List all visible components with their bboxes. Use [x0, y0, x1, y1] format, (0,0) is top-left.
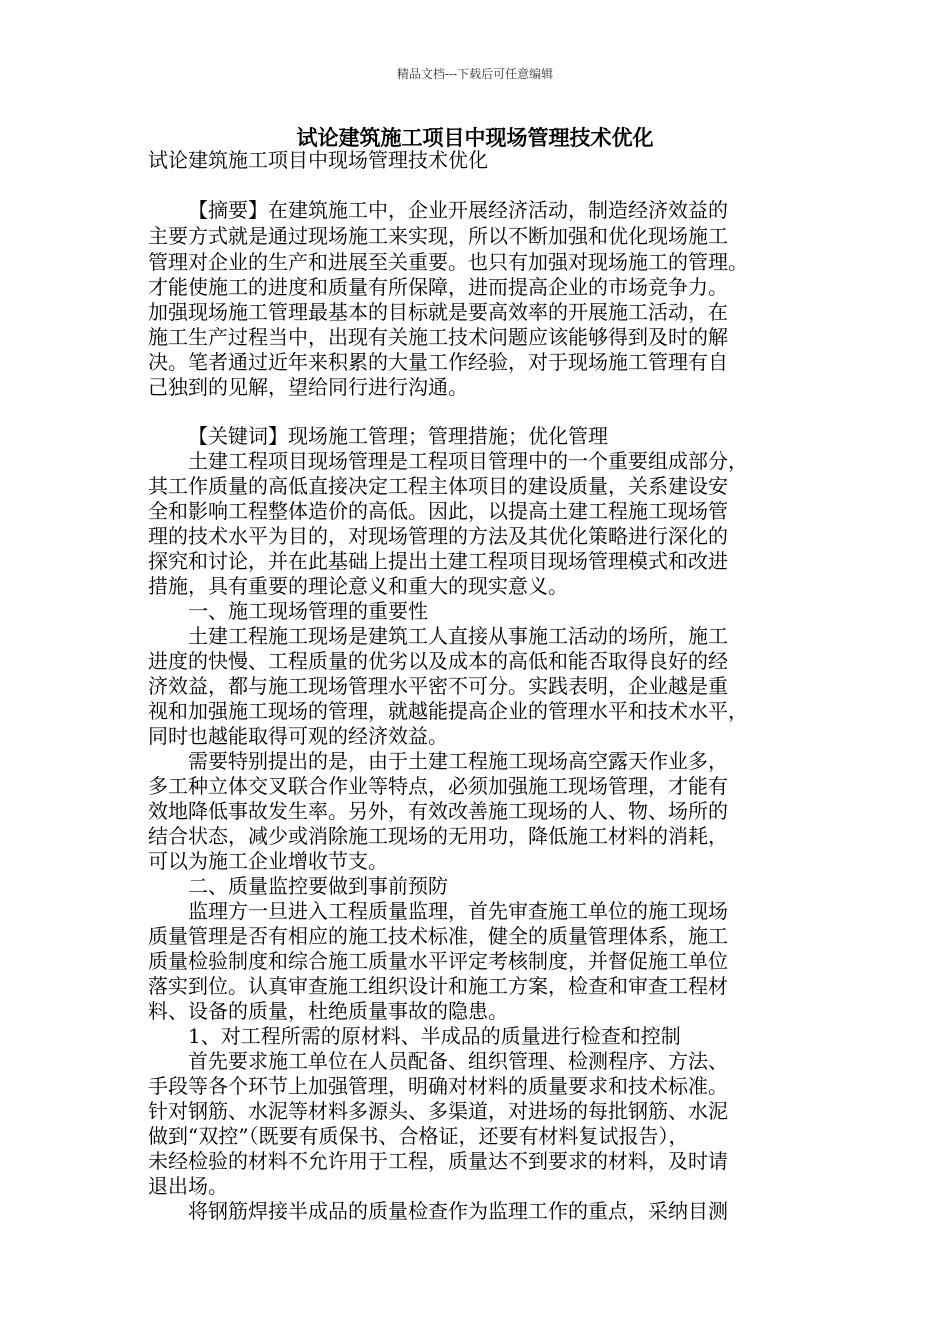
paragraph-line: 做到“双控”（既要有质保书、合格证，还要有材料复试报告）， [148, 1124, 689, 1148]
abstract-line: 【摘要】在建筑施工中，企业开展经济活动，制造经济效益的 [188, 198, 728, 222]
intro-line: 全和影响工程整体造价的高低。因此，以提高土建工程施工现场管 [148, 499, 728, 523]
document-title: 试论建筑施工项目中现场管理技术优化 [296, 125, 654, 150]
abstract-line: 主要方式就是通过现场施工来实现，所以不断加强和优化现场施工 [148, 224, 728, 248]
subsection-heading: 1、对工程所需的原材料、半成品的质量进行检查和控制 [188, 1024, 681, 1048]
paragraph-line: 效地降低事故发生率。另外，有效改善施工现场的人、物、场所的 [148, 799, 728, 823]
paragraph-line: 将钢筋焊接半成品的质量检查作为监理工作的重点，采纳目测 [188, 1199, 728, 1223]
paragraph-line: 可以为施工企业增收节支。 [148, 849, 388, 873]
abstract-line: 决。笔者通过近年来积累的大量工作经验，对于现场施工管理有自 [148, 350, 728, 374]
intro-line: 土建工程项目现场管理是工程项目管理中的一个重要组成部分， [188, 449, 748, 473]
paragraph-line: 首先要求施工单位在人员配备、组织管理、检测程序、方法、 [188, 1049, 728, 1073]
intro-line: 其工作质量的高低直接决定工程主体项目的建设质量，关系建设安 [148, 474, 728, 498]
paragraph-line: 落实到位。认真审查施工组织设计和施工方案，检查和审查工程材 [148, 974, 728, 998]
paragraph-line: 料、设备的质量，杜绝质量事故的隐患。 [148, 999, 508, 1023]
paragraph-line: 监理方一旦进入工程质量监理，首先审查施工单位的施工现场 [188, 899, 728, 923]
abstract-line: 才能使施工的进度和质量有所保障，进而提高企业的市场竞争力。 [148, 275, 728, 299]
paragraph-line: 退出场。 [148, 1174, 228, 1198]
paragraph-line: 多工种立体交叉联合作业等特点，必须加强施工现场管理，才能有 [148, 774, 728, 798]
paragraph-line: 济效益，都与施工现场管理水平密不可分。实践表明，企业越是重 [148, 674, 728, 698]
paragraph-line: 同时也越能取得可观的经济效益。 [148, 724, 448, 748]
abstract-line: 施工生产过程当中，出现有关施工技术问题应该能够得到及时的解 [148, 325, 728, 349]
paragraph-line: 进度的快慢、工程质量的优劣以及成本的高低和能否取得良好的经 [148, 649, 728, 673]
keywords-line: 【关键词】现场施工管理；管理措施；优化管理 [188, 424, 608, 448]
document-subtitle: 试论建筑施工项目中现场管理技术优化 [148, 148, 488, 172]
paragraph-line: 结合状态，减少或消除施工现场的无用功，降低施工材料的消耗， [148, 824, 728, 848]
paragraph-line: 手段等各个环节上加强管理，明确对材料的质量要求和技术标准。 [148, 1074, 728, 1098]
abstract-line: 管理对企业的生产和进展至关重要。也只有加强对现场施工的管理。 [148, 250, 748, 274]
page-header: 精品文档---下载后可任意编辑 [396, 67, 554, 81]
paragraph-line: 土建工程施工现场是建筑工人直接从事施工活动的场所，施工 [188, 624, 728, 648]
paragraph-line: 质量管理是否有相应的施工技术标准，健全的质量管理体系，施工 [148, 924, 728, 948]
intro-line: 理的技术水平为目的，对现场管理的方法及其优化策略进行深化的 [148, 524, 728, 548]
section-heading: 一、施工现场管理的重要性 [188, 599, 428, 623]
intro-line: 探究和讨论，并在此基础上提出土建工程项目现场管理模式和改进 [148, 549, 728, 573]
paragraph-line: 未经检验的材料不允许用于工程，质量达不到要求的材料，及时请 [148, 1149, 728, 1173]
paragraph-line: 质量检验制度和综合施工质量水平评定考核制度，并督促施工单位 [148, 949, 728, 973]
abstract-line: 加强现场施工管理最基本的目标就是要高效率的开展施工活动，在 [148, 300, 728, 324]
intro-line: 措施，具有重要的理论意义和重大的现实意义。 [148, 574, 568, 598]
paragraph-line: 视和加强施工现场的管理，就越能提高企业的管理水平和技术水平， [148, 699, 748, 723]
section-heading: 二、质量监控要做到事前预防 [188, 874, 448, 898]
paragraph-line: 需要特别提出的是，由于土建工程施工现场高空露天作业多， [188, 749, 728, 773]
abstract-line: 己独到的见解，望给同行进行沟通。 [148, 375, 468, 399]
paragraph-line: 针对钢筋、水泥等材料多源头、多渠道，对进场的每批钢筋、水泥 [148, 1099, 728, 1123]
